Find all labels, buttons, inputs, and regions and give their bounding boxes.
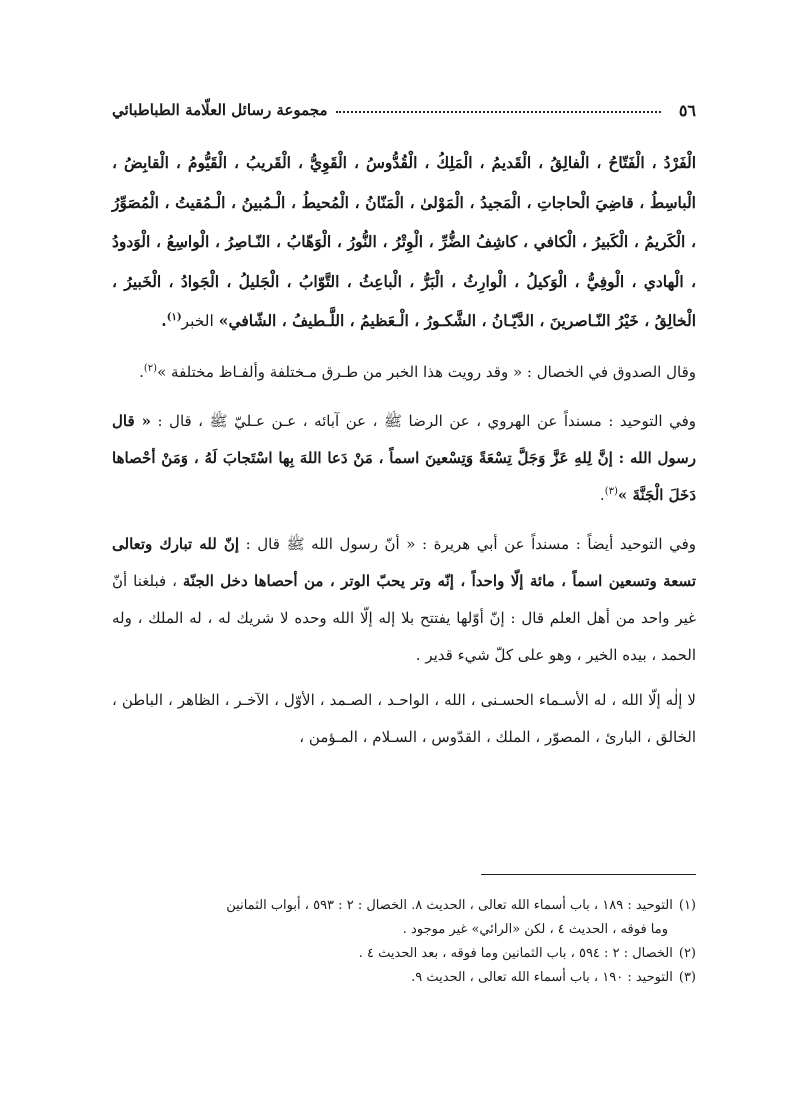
paragraph-abu-hurayra-intro: وفي التوحيد أيضاً : مسنداً عن أبي هريرة : « أنّ رسول الله ﷺ قال : — [239, 534, 696, 553]
paragraph-khisal-text: وقال الصدوق في الخصال : « وقد رويت هذا الخبر من طـرق مـختلفة وألفـاظ مختلفة » — [157, 362, 696, 381]
footnote-ref-1: (١) — [166, 311, 182, 323]
footnote-1 — [112, 894, 696, 942]
footnote-ref-3: (٣) — [604, 485, 618, 497]
paragraph-names-list-2: لا إلٰه إلّا الله ، له الأسـماء الحسـنى ، الله ، الواحـد ، الصـمد ، الأوّل ، الآخـر ، الظاهر ، الباطن ، الخالق ، البارئ ، المصوّر ، الملك ، القدّوس ، السـلام ، المـؤمن ، — [112, 690, 696, 746]
footnotes — [112, 894, 696, 990]
paragraph-abu-hurayra — [112, 526, 696, 674]
footnote-2-number: (٢) — [678, 946, 696, 961]
footnote-3-text: التوحيد : ١٩٠ ، باب أسماء الله تعالى ، الحديث ٩. — [411, 970, 673, 985]
main-text — [112, 143, 696, 756]
footnote-3 — [112, 966, 696, 990]
running-header — [112, 94, 696, 126]
paragraph-abu-hurayra-rest: ، فبلغنا أنّ غير واحد من أهل العلم قال : إنّ أوّلها يفتتح بلا إله إلّا الله وحده لا شريك له ، له الملك ، وله الحمد ، بيده الخير ، وهو على كلّ شيء قدير . — [112, 571, 696, 664]
footnote-1-continuation: وما فوقه ، الحديث ٤ ، لكن «الرائي» غير موجود . — [402, 922, 668, 937]
header-dot-leader — [336, 111, 661, 113]
footnote-2 — [112, 942, 696, 966]
paragraph-tawhid-rida-intro: وفي التوحيد : مسنداً عن الهروي ، عن الرضا ﷺ ، عن آبائه ، عـن عـليّ ﷺ ، قال : — [150, 411, 696, 430]
footnote-3-number: (٣) — [678, 970, 696, 985]
page-number: ٥٦ — [678, 100, 696, 120]
footnote-1-number: (١) — [678, 898, 696, 913]
book-title: مجموعة رسائل العلّامة الطباطبائي — [112, 101, 328, 119]
names-tail: الخبر — [181, 312, 219, 330]
abu-hurayra-hadith-quote: إنّ لله تبارك وتعالى تسعة وتسعين اسماً ، مائة إلّا واحداً ، إنّه وتر يحبّ الوتر ، من أحصاها دخل الجنّة — [112, 534, 696, 590]
footnote-divider — [481, 874, 696, 875]
divine-names-list: الْفَرْدُ ، الْفَتّاحُ ، الْفالِقُ ، الْقَديمُ ، الْمَلِكُ ، الْقُدُّوسُ ، الْقَوِيُّ ، الْقَريبُ ، الْقَيُّومُ ، الْقابِضُ ، الْباسِطُ ، قاضِيَ الْحاجاتِ ، الْمَجيدُ ، الْمَوْلىٰ ، الْمَنّانُ ، الْمُحيطُ ، الْـمُبينُ ، الْـمُقيتُ ، الْمُصَوِّرُ ، الْكَريمُ ، الْكَبيرُ ، الْكافي ، كاشِفُ الضُّرِّ ، الْوِتْرُ ، النُّورُ ، الْوَهّابُ ، النّـاصِرُ ، الْواسِعُ ، الْوَدودُ ، الْهادي ، الْوفِيُّ ، الْوَكيلُ ، الْوارِثُ ، الْبَرُّ ، الْباعِثُ ، التَّوّابُ ، الْجَليلُ ، الْجَوادُ ، الْخَبيرُ ، الْخالِقُ ، خَيْرُ النّـاصرينَ ، الدَّيّـانُ ، الشَّكـورُ ، الْـعَظيمُ ، اللَّـطيفُ ، الشّافي» — [112, 153, 696, 330]
paragraph-tawhid-rida: وفي التوحيد : مسنداً عن الهروي ، عن الرضا ﷺ ، عن آبائه ، عـن عـليّ ﷺ ، قال : « قال رسول الله : إنَّ لِلهِ عَزَّ وَجَلَّ تِسْعَةً وَتِسْعينَ اسماً ، مَنْ دَعا اللهَ بِها اسْتَجابَ لَهُ ، وَمَنْ أحْصاها دَخَلَ الْجَنَّةَ »$^{(٣)}$. — [112, 411, 696, 504]
footnote-2-text: الخصال : ٢ : ٥٩٤ ، باب الثمانين وما فوقه ، بعد الحديث ٤ . — [358, 946, 673, 961]
prophet-hadith-quote: « قال رسول الله : إنَّ لِلهِ عَزَّ وَجَلَّ تِسْعَةً وَتِسْعينَ اسماً ، مَنْ دَعا اللهَ بِها اسْتَجابَ لَهُ ، وَمَنْ أحْصاها دَخَلَ الْجَنَّةَ » — [112, 411, 696, 504]
paragraph-khisal: وقال الصدوق في الخصال : « وقد رويت هذا الخبر من طـرق مـختلفة وألفـاظ مختلفة »$^{(٢)}$. — [139, 362, 696, 381]
divine-names-paragraph: الْفَرْدُ ، الْفَتّاحُ ، الْفالِقُ ، الْقَديمُ ، الْمَلِكُ ، الْقُدُّوسُ ، الْقَوِيُّ ، الْقَريبُ ، الْقَيُّومُ ، الْقابِضُ ، الْباسِطُ ، قاضِيَ الْحاجاتِ ، الْمَجيدُ ، الْمَوْلىٰ ، الْمَنّانُ ، الْمُحيطُ ، الْـمُبينُ ، الْـمُقيتُ ، الْمُصَوِّرُ ، الْكَريمُ ، الْكَبيرُ ، الْكافي ، كاشِفُ الضُّرِّ ، الْوِتْرُ ، النُّورُ ، الْوَهّابُ ، النّـاصِرُ ، الْواسِعُ ، الْوَدودُ ، الْهادي ، الْوفِيُّ ، الْوَكيلُ ، الْوارِثُ ، الْبَرُّ ، الْباعِثُ ، التَّوّابُ ، الْجَليلُ ، الْجَوادُ ، الْخَبيرُ ، الْخالِقُ ، خَيْرُ النّـاصرينَ ، الدَّيّـانُ ، الشَّكـورُ ، الْـعَظيمُ ، اللَّـطيفُ ، الشّافي» الخبر$^{(١)}$. — [112, 153, 696, 330]
footnote-1-text: التوحيد : ١٨٩ ، باب أسماء الله تعالى ، الحديث ٨. الخصال : ٢ : ٥٩٣ ، أبواب الثمانين — [226, 898, 673, 913]
footnote-ref-2: (٢) — [143, 362, 158, 374]
